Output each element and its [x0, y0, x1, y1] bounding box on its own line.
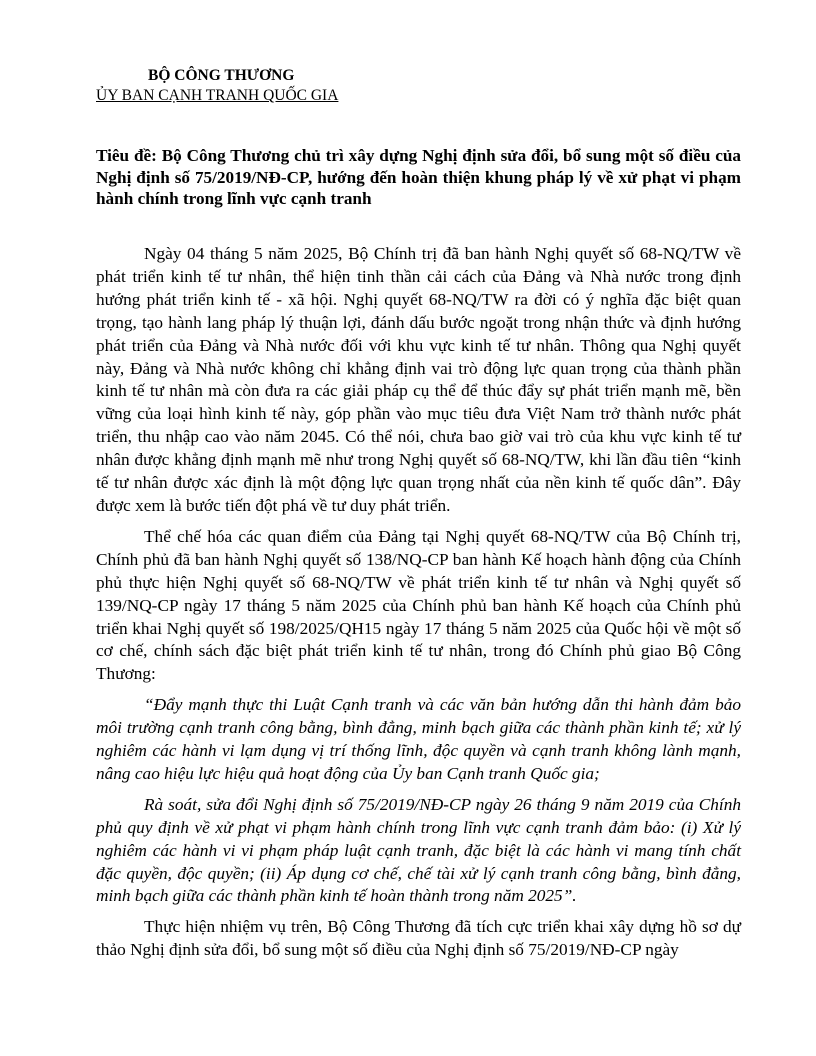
- quoted-paragraph: Rà soát, sửa đổi Nghị định số 75/2019/NĐ-CP ngày 26 tháng 9 năm 2019 của Chính phủ quy định về xử phạt vi phạm hành chính trong lĩnh vực cạnh tranh đảm bảo: (i) Xử lý nghiêm các hành vi vi phạm pháp luật cạnh tranh, đặc biệt là các hành vi mang tính chất đặc quyền, độc quyền; (ii) Áp dụng cơ chế, chế tài xử lý cạnh tranh công bằng, bình đẳng, minh bạch giữa các thành phần kinh tế hoàn thành trong năm 2025”.: [96, 794, 741, 906]
- quoted-paragraph: “Đẩy mạnh thực thi Luật Cạnh tranh và các văn bản hướng dẫn thi hành đảm bảo môi trường cạnh tranh công bằng, bình đẳng, minh bạch giữa các thành phần kinh tế; xử lý nghiêm các hành vi lạm dụng vị trí thống lĩnh, độc quyền và cạnh tranh không lành mạnh, nâng cao hiệu lực hiệu quả hoạt động của Ủy ban Cạnh tranh Quốc gia;: [96, 695, 741, 783]
- document-title: Tiêu đề: Bộ Công Thương chủ trì xây dựng Nghị định sửa đổi, bổ sung một số điều của Nghị định số 75/2019/NĐ-CP, hướng đến hoàn thiện khung pháp lý về xử phạt vi phạm hành chính trong lĩnh vực cạnh tranh: [96, 146, 741, 208]
- paragraph: Thực hiện nhiệm vụ trên, Bộ Công Thương đã tích cực triển khai xây dựng hồ sơ dự thảo Nghị định sửa đổi, bổ sung một số điều của Nghị định số 75/2019/NĐ-CP ngày: [96, 917, 741, 960]
- committee-name: ỦY BAN CẠNH TRANH QUỐC GIA: [96, 87, 339, 104]
- document-body: [96, 243, 741, 970]
- ministry-name: BỘ CÔNG THƯƠNG: [148, 67, 295, 84]
- document-header: [96, 66, 396, 106]
- paragraph: Ngày 04 tháng 5 năm 2025, Bộ Chính trị đã ban hành Nghị quyết số 68-NQ/TW về phát triển kinh tế tư nhân, thể hiện tinh thần cải cách của Đảng và Nhà nước trong định hướng phát triển kinh tế - xã hội. Nghị quyết 68-NQ/TW ra đời có ý nghĩa đặc biệt quan trọng, tạo hành lang pháp lý thuận lợi, đánh dấu bước ngoặt trong nhận thức và định hướng phát triển của Đảng và Nhà nước đối với khu vực kinh tế tư nhân. Thông qua Nghị quyết này, Đảng và Nhà nước không chỉ khẳng định vai trò động lực quan trọng của thành phần kinh tế tư nhân mà còn đưa ra các giải pháp cụ thể để thúc đẩy sự phát triển mạnh mẽ, bền vững của loại hình kinh tế này, góp phần vào mục tiêu đưa Việt Nam trở thành nước phát triển, thu nhập cao vào năm 2045. Có thể nói, chưa bao giờ vai trò của khu vực kinh tế tư nhân được khẳng định mạnh mẽ như trong Nghị quyết số 68-NQ/TW, khi lần đầu tiên “kinh tế tư nhân được xác định là một động lực quan trọng nhất của nền kinh tế quốc dân”. Đây được xem là bước tiến đột phá về tư duy phát triển.: [96, 244, 741, 515]
- paragraph: Thể chế hóa các quan điểm của Đảng tại Nghị quyết 68-NQ/TW của Bộ Chính trị, Chính phủ đã ban hành Nghị quyết số 138/NQ-CP ban hành Kế hoạch hành động của Chính phủ thực hiện Nghị quyết số 68-NQ/TW về phát triển kinh tế tư nhân và Nghị quyết số 139/NQ-CP ngày 17 tháng 5 năm 2025 của Chính phủ ban hành Kế hoạch của Chính phủ triển khai Nghị quyết số 198/2025/QH15 ngày 17 tháng 5 năm 2025 của Quốc hội về một số cơ chế, chính sách đặc biệt phát triển kinh tế tư nhân, trong đó Chính phủ giao Bộ Công Thương:: [96, 526, 741, 684]
